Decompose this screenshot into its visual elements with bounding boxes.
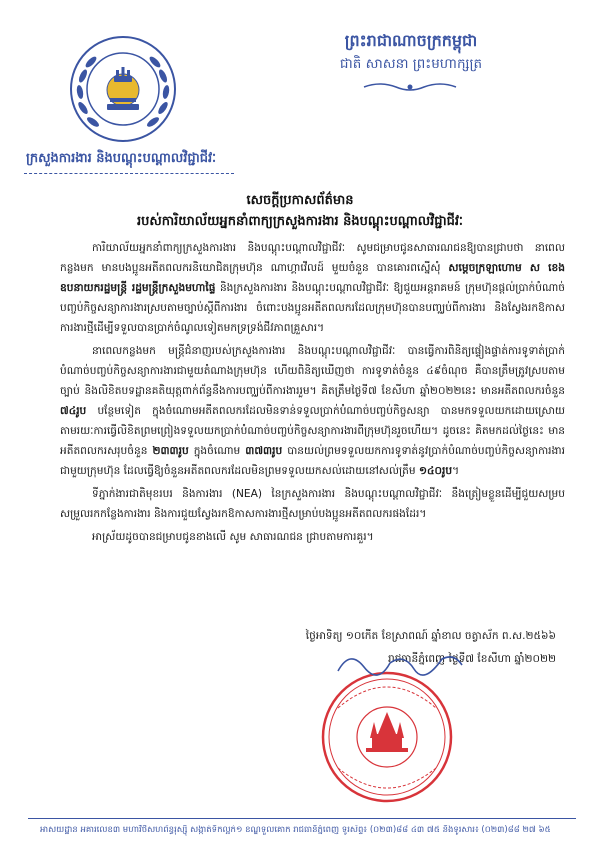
official-stamp	[318, 668, 456, 806]
ornament-divider	[360, 80, 460, 94]
paragraph-text: បន្ថែមទៀត ក្នុងចំណោមអតីតពលករដែលមិនទាន់ទទួលប្រាក់បំណាច់បញ្ចប់កិច្ចសន្យា បានមកទទួលយកដោយស្រោយតាមរយៈការធ្វើលិខិតព្រមព្រៀងទទួលយកប្រាក់បំណាច់បញ្ចប់កិច្ចសន្យាការងារពីក្រុមហ៊ុនរួចហើយ។ ដូចនេះ គិតមកដល់ថ្ងៃនេះ មានអតីតពលករសរុបចំនួន	[60, 405, 565, 457]
ministry-name: ក្រសួងការងារ និងបណ្តុះបណ្តាលវិជ្ជាជីវៈ	[26, 151, 217, 166]
footer-address: អាសយដ្ឋាន អគារលេខ៣ មហាវិថីសហព័ន្ធរុស្ស៊ី សង្កាត់ទឹកល្អក់១ ខណ្ឌទួលគោក រាជធានីភ្នំពេញ ទូរស័ព្ទ៖ (០២៣)៨៨ ៤៣ ៧៥ និងទូរសារ៖ (០២៣)៨៨ ២៧ ៦៥	[40, 825, 551, 835]
paragraph-2	[60, 341, 565, 481]
paragraph-1	[60, 238, 565, 338]
solar-date: រាជធានីភ្នំពេញ ថ្ងៃទី៧ ខែសីហា ឆ្នាំ២០២២	[387, 653, 556, 665]
lunar-date: ថ្ងៃអាទិត្យ ១០កើត ខែស្រាពណ៍ ឆ្នាំខាល ចត្វាស័ក ព.ស.២៥៦៦	[305, 630, 556, 642]
paragraph-text: និងក្រសួងការងារ និងបណ្តុះបណ្តាលវិជ្ជាជីវៈ ឱ្យជួយអន្តរាគមន៍ ក្រុមហ៊ុនផ្តល់ប្រាក់បំណាច់បញ្ចប់កិច្ចសន្យាការងារស្របតាមច្បាប់ស្តីពីការងារ ចំពោះបងប្អូនអតីតពលករដែលក្រុមហ៊ុនបានបញ្ឈប់ពីការងារ និងស្វែងរកឱកាសការងារថ្មីដើម្បីទទួលបានប្រាក់ចំណូលទៀតមកទ្រទ្រង់ជីវភាពគ្រួសារ។	[60, 282, 566, 334]
national-motto: ជាតិ សាសនា ព្រះមហាក្សត្រ	[339, 56, 483, 72]
document-subtitle: របស់ការិយាល័យអ្នកនាំពាក្យក្រសួងការងារ និងបណ្តុះបណ្តាលវិជ្ជាជីវៈ	[136, 214, 463, 229]
ministry-underline	[24, 173, 234, 174]
paragraph-bold-text: សម្តេចក្រឡាហោម ស ខេង ឧបនាយករដ្ឋមន្ត្រី រដ្ឋមន្ត្រីក្រសួងមហាផ្ទៃ	[60, 262, 565, 294]
paragraph-text: ក្នុងចំណោម	[188, 445, 246, 457]
document-body	[60, 238, 565, 550]
ministry-logo	[66, 32, 180, 146]
kingdom-name: ព្រះរាជាណាចក្រកម្ពុជា	[344, 31, 478, 50]
paragraph-text: ។	[452, 465, 460, 477]
paragraph-4: អាស្រ័យដូចបានជម្រាបជូនខាងលើ សូម សាធារណជន ជ្រាបតាមការគួរ។	[92, 531, 374, 543]
paragraph-text: ការិយាល័យអ្នកនាំពាក្យក្រសួងការងារ និងបណ្តុះបណ្តាលវិជ្ជាជីវៈ សូមជម្រាបជូនសាធារណជនឱ្យបានជ្រាបថា នាពេលកន្លងមក មានបងប្អូនអតីតពលករនិយោជិតក្រុមហ៊ុន ណាហ្គាវើលដ៍ មួយចំនួន បានគោរពស្នើសុំ	[60, 242, 565, 274]
count-373: ៣៧៣រូប	[245, 445, 283, 457]
count-233: ២៣៣រូប	[152, 445, 189, 457]
count-140: ១៤០រូប	[418, 465, 453, 477]
paragraph-3: ទីភ្នាក់ងារជាតិមុខរបរ និងការងារ (NEA) នៃក្រសួងការងារ និងបណ្តុះបណ្តាលវិជ្ជាជីវៈ នឹងត្រៀមខ្លួនដើម្បីជួយសម្របសម្រួលរកកន្លែងការងារ និងការជួយស្វែងរកឱកាសការងារថ្មីសម្រាប់បងប្អូនអតីតពលករផងដែរ។	[60, 488, 565, 520]
signature	[330, 645, 470, 685]
paragraph-text: បានយល់ព្រមទទួលយកការទូទាត់នូវប្រាក់បំណាច់បញ្ចប់កិច្ចសន្យាការងារជាមួយក្រុមហ៊ុន ដែលធ្វើឱ្យចំនួនអតីតពលករដែលមិនព្រមទទួលយកសល់ដោយនៅសល់ត្រឹម	[60, 445, 565, 477]
document-title: សេចក្តីប្រកាសព័ត៌មាន	[246, 193, 354, 208]
footer-divider	[28, 818, 576, 819]
paragraph-text: នាពេលកន្លងមក មន្ត្រីជំនាញរបស់ក្រសួងការងារ និងបណ្តុះបណ្តាលវិជ្ជាជីវៈ បានធ្វើការពិនិត្យផ្ទៀងផ្ទាត់ការទូទាត់ប្រាក់បំណាច់បញ្ចប់កិច្ចសន្យាការងារជាមួយតំណាងក្រុមហ៊ុន ហើយពិនិត្យឃើញថា ការទូទាត់ចំនួន ៤៩ចំណុច គឺបានត្រឹមត្រូវស្របតាមច្បាប់ និងលិខិតបទដ្ឋានគតិយុត្តពាក់ព័ន្ធនឹងការបញ្ឈប់ពីការងាររួម។ គិតត្រឹមថ្ងៃទី៧ ខែសីហា ឆ្នាំ២០២២នេះ មានអតីតពលករចំនួន	[60, 345, 565, 397]
count-74: ៧៤រូប	[60, 405, 87, 417]
